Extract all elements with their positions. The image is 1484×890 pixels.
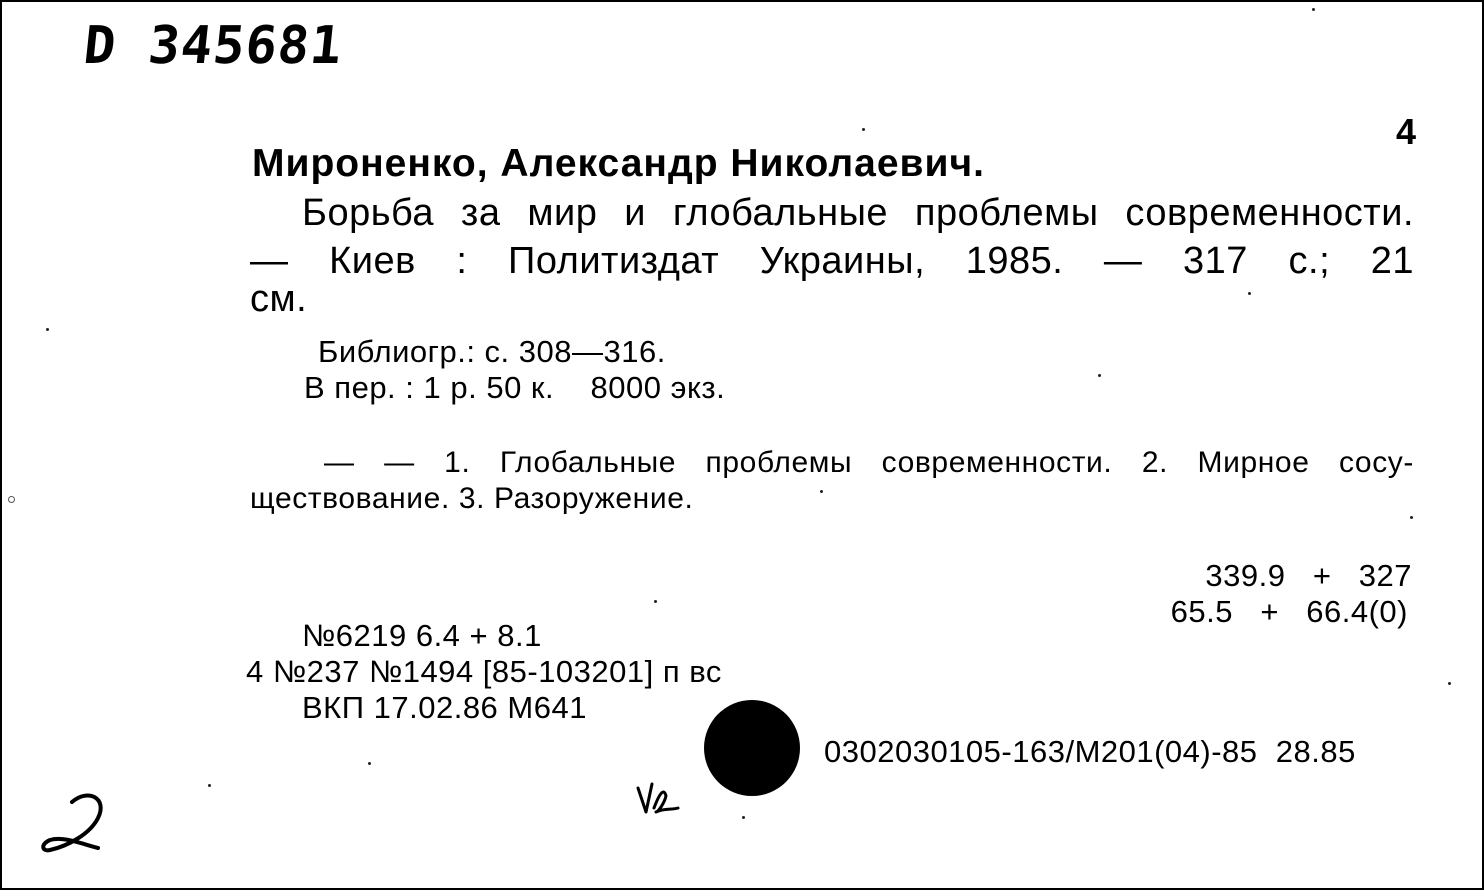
speck — [1098, 374, 1101, 377]
speck — [820, 490, 823, 493]
accession-number: D 345681 — [80, 16, 346, 76]
subjects-line-cont: ществование. 3. Разоружение. — [250, 482, 694, 515]
speck — [46, 328, 49, 331]
speck — [654, 600, 657, 603]
classification-primary: 339.9 + 327 — [1205, 558, 1412, 593]
series-code: 0302030105-163/М201(04)-85 28.85 — [824, 734, 1356, 769]
speck — [742, 816, 745, 819]
bibliography-note: Библиогр.: с. 308—316. — [318, 334, 666, 369]
speck — [208, 784, 211, 787]
card-count: 4 — [1396, 111, 1417, 152]
handwritten-mark-left — [38, 788, 114, 860]
tech-line: 4 №237 №1494 [85-103201] п вс — [246, 654, 722, 689]
price-note: В пер. : 1 р. 50 к. 8000 экз. — [304, 370, 726, 405]
speck — [368, 762, 371, 765]
imprint-line: — Киев : Политиздат Украины, 1985. — 317 с.; 21 — [250, 240, 1414, 282]
title-line: Борьба за мир и глобальные проблемы современности. — [302, 192, 1414, 234]
imprint-line-cont: см. — [250, 278, 308, 320]
punch-hole — [704, 700, 800, 796]
speck — [8, 496, 15, 503]
speck — [1448, 682, 1451, 685]
author-heading: Мироненко, Александр Николаевич. — [252, 142, 985, 185]
handwritten-mark-bottom — [634, 778, 680, 818]
speck — [1312, 8, 1315, 11]
classification-secondary: 65.5 + 66.4(0) — [1170, 594, 1408, 629]
subjects-line: — — 1. Глобальные проблемы современности. 2. Мирное сосу- — [324, 446, 1414, 479]
speck — [1410, 516, 1413, 519]
speck — [1248, 292, 1251, 295]
tech-line: №6219 6.4 + 8.1 — [302, 618, 542, 653]
speck — [862, 128, 865, 131]
tech-line: ВКП 17.02.86 М641 — [302, 690, 587, 725]
